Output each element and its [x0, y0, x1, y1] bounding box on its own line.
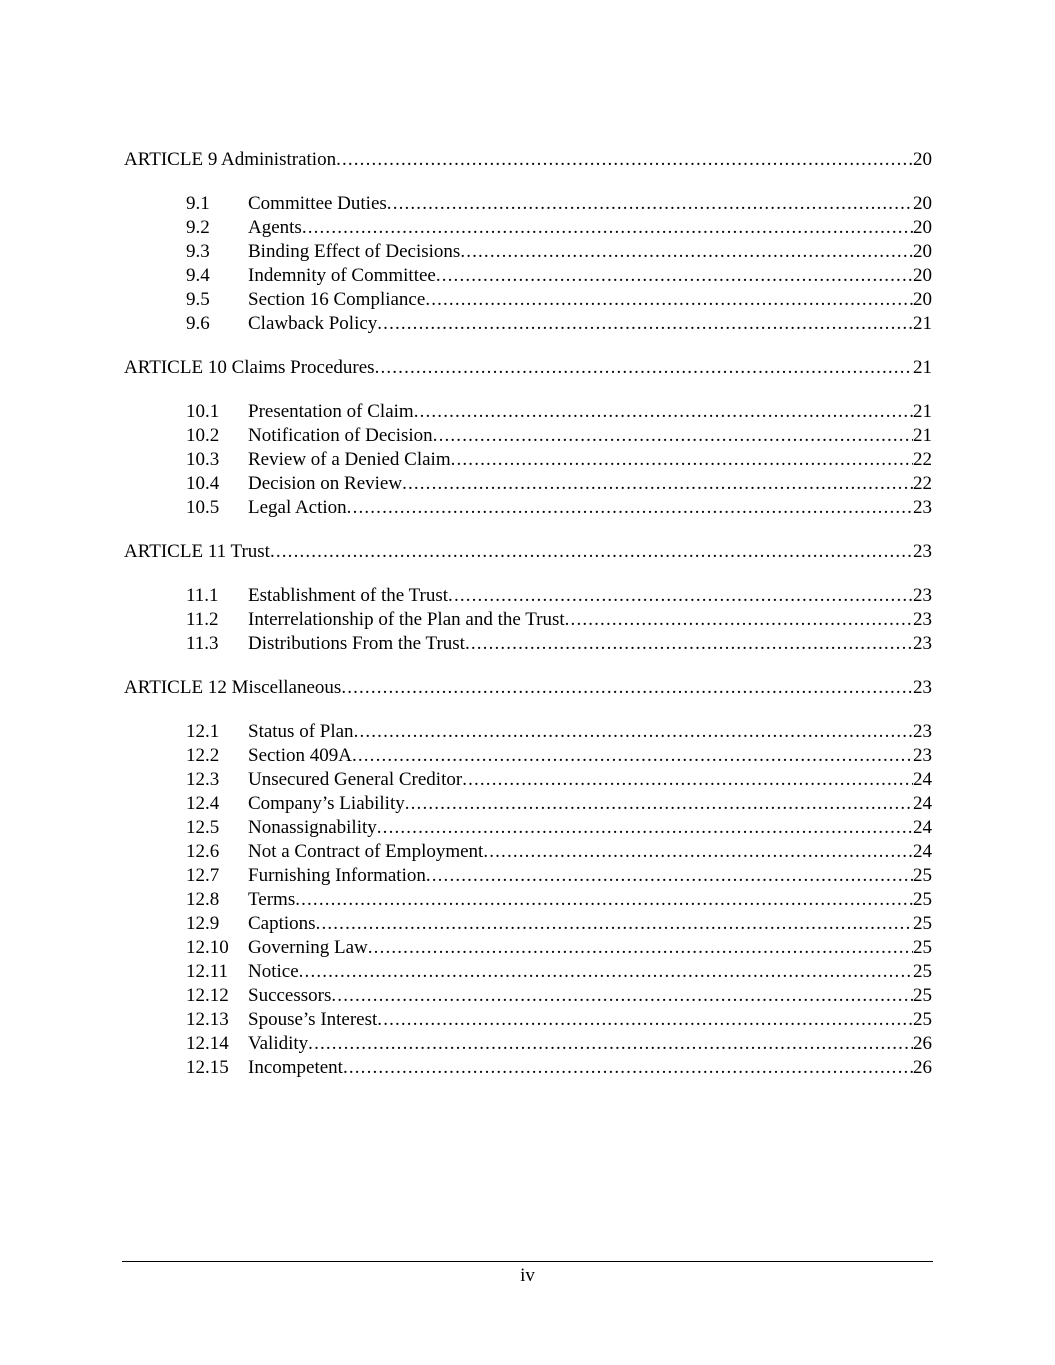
article-page-number: 23: [913, 677, 932, 698]
section-number: 11.2: [186, 609, 219, 630]
section-page-number: 25: [913, 865, 932, 886]
section-title: Notice: [248, 961, 299, 982]
section-title: Agents: [248, 217, 302, 238]
section-title: Binding Effect of Decisions: [248, 241, 461, 262]
dot-leader: [352, 744, 913, 768]
toc-section-entry[interactable]: [124, 936, 932, 960]
dot-leader: [295, 888, 913, 912]
section-title: Section 409A: [248, 745, 352, 766]
toc-section-entry[interactable]: [124, 1032, 932, 1056]
section-title: Company’s Liability: [248, 793, 405, 814]
footer-rule: [122, 1261, 933, 1262]
section-page-number: 24: [913, 817, 932, 838]
toc-section-entry[interactable]: [124, 400, 932, 424]
section-page-number: 26: [913, 1033, 932, 1054]
dot-leader: [405, 792, 913, 816]
section-page-number: 21: [913, 425, 932, 446]
section-title: Governing Law: [248, 937, 368, 958]
section-title: Presentation of Claim: [248, 401, 414, 422]
toc-section-entry[interactable]: [124, 792, 932, 816]
toc-section-entry[interactable]: [124, 888, 932, 912]
article-heading: ARTICLE 11 Trust: [124, 541, 270, 562]
section-title: Section 16 Compliance: [248, 289, 426, 310]
dot-leader: [448, 584, 913, 608]
section-number: 12.5: [186, 817, 220, 838]
section-number: 9.4: [186, 265, 210, 286]
section-title: Committee Duties: [248, 193, 387, 214]
section-page-number: 23: [913, 721, 932, 742]
section-number: 12.11: [186, 961, 229, 982]
section-page-number: 25: [913, 1009, 932, 1030]
section-number: 12.9: [186, 913, 220, 934]
article-group: [124, 148, 932, 336]
section-page-number: 23: [913, 633, 932, 654]
toc-section-entry[interactable]: [124, 288, 932, 312]
dot-leader: [343, 1056, 913, 1080]
toc-article-entry[interactable]: [124, 148, 932, 172]
section-title: Terms: [248, 889, 296, 910]
section-number: 11.1: [186, 585, 219, 606]
section-number: 9.2: [186, 217, 210, 238]
article-group: [124, 540, 932, 656]
section-title: Successors: [248, 985, 332, 1006]
dot-leader: [465, 632, 913, 656]
section-page-number: 23: [913, 745, 932, 766]
section-page-number: 20: [913, 241, 932, 262]
dot-leader: [341, 676, 913, 700]
dot-leader: [426, 864, 913, 888]
section-page-number: 22: [913, 473, 932, 494]
toc-section-entry[interactable]: [124, 216, 932, 240]
section-page-number: 24: [913, 769, 932, 790]
section-title: Clawback Policy: [248, 313, 378, 334]
toc-section-entry[interactable]: [124, 912, 932, 936]
article-heading: ARTICLE 9 Administration: [124, 149, 337, 170]
dot-leader: [377, 1008, 913, 1032]
dot-leader: [483, 840, 913, 864]
section-number: 10.5: [186, 497, 220, 518]
section-number: 12.1: [186, 721, 220, 742]
section-title: Review of a Denied Claim: [248, 449, 451, 470]
dot-leader: [331, 984, 913, 1008]
section-number: 12.13: [186, 1009, 229, 1030]
dot-leader: [354, 720, 913, 744]
dot-leader: [460, 240, 913, 264]
section-number: 9.3: [186, 241, 210, 262]
dot-leader: [347, 496, 913, 520]
section-title: Establishment of the Trust: [248, 585, 449, 606]
dot-leader: [368, 936, 913, 960]
toc-section-entry[interactable]: [124, 496, 932, 520]
toc-section-entry[interactable]: [124, 608, 932, 632]
section-title: Legal Action: [248, 497, 347, 518]
toc-article-entry[interactable]: [124, 356, 932, 380]
dot-leader: [387, 192, 913, 216]
section-number: 12.7: [186, 865, 220, 886]
toc-section-entry[interactable]: [124, 312, 932, 336]
section-title: Nonassignability: [248, 817, 377, 838]
toc-article-entry[interactable]: [124, 676, 932, 700]
dot-leader: [436, 264, 913, 288]
section-title: Indemnity of Committee: [248, 265, 436, 286]
section-page-number: 25: [913, 985, 932, 1006]
section-number: 12.4: [186, 793, 220, 814]
dot-leader: [414, 400, 913, 424]
dot-leader: [425, 288, 913, 312]
article-heading: ARTICLE 10 Claims Procedures: [124, 357, 375, 378]
section-page-number: 25: [913, 937, 932, 958]
toc-section-entry[interactable]: [124, 720, 932, 744]
toc-section-entry[interactable]: [124, 584, 932, 608]
section-number: 9.1: [186, 193, 210, 214]
section-page-number: 20: [913, 265, 932, 286]
section-title: Validity: [248, 1033, 309, 1054]
table-of-contents: [124, 148, 932, 1080]
section-number: 12.10: [186, 937, 229, 958]
section-number: 10.3: [186, 449, 220, 470]
section-number: 9.5: [186, 289, 210, 310]
section-title: Distributions From the Trust: [248, 633, 465, 654]
section-number: 12.14: [186, 1033, 229, 1054]
section-page-number: 24: [913, 793, 932, 814]
toc-section-entry[interactable]: [124, 424, 932, 448]
toc-section-entry[interactable]: [124, 816, 932, 840]
section-number: 10.4: [186, 473, 220, 494]
section-title: Decision on Review: [248, 473, 403, 494]
section-number: 9.6: [186, 313, 210, 334]
section-page-number: 23: [913, 609, 932, 630]
toc-section-entry[interactable]: [124, 768, 932, 792]
section-number: 10.2: [186, 425, 220, 446]
article-page-number: 20: [913, 149, 932, 170]
page-number: iv: [520, 1265, 535, 1286]
section-title: Furnishing Information: [248, 865, 426, 886]
section-number: 11.3: [186, 633, 219, 654]
section-number: 12.15: [186, 1057, 229, 1078]
toc-section-entry[interactable]: [124, 632, 932, 656]
section-page-number: 20: [913, 289, 932, 310]
dot-leader: [270, 540, 913, 564]
section-title: Notification of Decision: [248, 425, 433, 446]
article-group: [124, 356, 932, 520]
section-page-number: 23: [913, 585, 932, 606]
dot-leader: [299, 960, 913, 984]
toc-section-entry[interactable]: [124, 984, 932, 1008]
dot-leader: [336, 148, 913, 172]
section-page-number: 25: [913, 889, 932, 910]
section-title: Incompetent: [248, 1057, 343, 1078]
section-number: 12.8: [186, 889, 220, 910]
section-page-number: 20: [913, 217, 932, 238]
toc-section-entry[interactable]: [124, 960, 932, 984]
toc-section-entry[interactable]: [124, 472, 932, 496]
section-title: Spouse’s Interest: [248, 1009, 378, 1030]
toc-article-entry[interactable]: [124, 540, 932, 564]
article-page-number: 23: [913, 541, 932, 562]
section-page-number: 21: [913, 401, 932, 422]
section-page-number: 21: [913, 313, 932, 334]
section-number: 10.1: [186, 401, 220, 422]
section-number: 12.3: [186, 769, 220, 790]
dot-leader: [451, 448, 913, 472]
toc-section-entry[interactable]: [124, 1008, 932, 1032]
section-title: Captions: [248, 913, 316, 934]
article-page-number: 21: [913, 357, 932, 378]
toc-section-entry[interactable]: [124, 1056, 932, 1080]
section-page-number: 24: [913, 841, 932, 862]
section-page-number: 26: [913, 1057, 932, 1078]
section-title: Status of Plan: [248, 721, 354, 742]
dot-leader: [462, 768, 913, 792]
toc-section-entry[interactable]: [124, 240, 932, 264]
article-group: [124, 676, 932, 1080]
dot-leader: [377, 816, 913, 840]
toc-section-entry[interactable]: [124, 864, 932, 888]
toc-section-entry[interactable]: [124, 448, 932, 472]
toc-section-entry[interactable]: [124, 744, 932, 768]
dot-leader: [302, 216, 913, 240]
dot-leader: [433, 424, 913, 448]
dot-leader: [308, 1032, 913, 1056]
dot-leader: [565, 608, 913, 632]
article-heading: ARTICLE 12 Miscellaneous: [124, 677, 342, 698]
dot-leader: [402, 472, 913, 496]
section-number: 12.2: [186, 745, 220, 766]
section-page-number: 25: [913, 913, 932, 934]
section-number: 12.12: [186, 985, 229, 1006]
section-title: Not a Contract of Employment: [248, 841, 484, 862]
section-title: Interrelationship of the Plan and the Trust: [248, 609, 565, 630]
section-page-number: 25: [913, 961, 932, 982]
dot-leader: [377, 312, 913, 336]
dot-leader: [316, 912, 913, 936]
dot-leader: [375, 356, 913, 380]
section-title: Unsecured General Creditor: [248, 769, 463, 790]
toc-section-entry[interactable]: [124, 192, 932, 216]
section-number: 12.6: [186, 841, 220, 862]
section-page-number: 22: [913, 449, 932, 470]
section-page-number: 20: [913, 193, 932, 214]
toc-section-entry[interactable]: [124, 840, 932, 864]
section-page-number: 23: [913, 497, 932, 518]
toc-section-entry[interactable]: [124, 264, 932, 288]
